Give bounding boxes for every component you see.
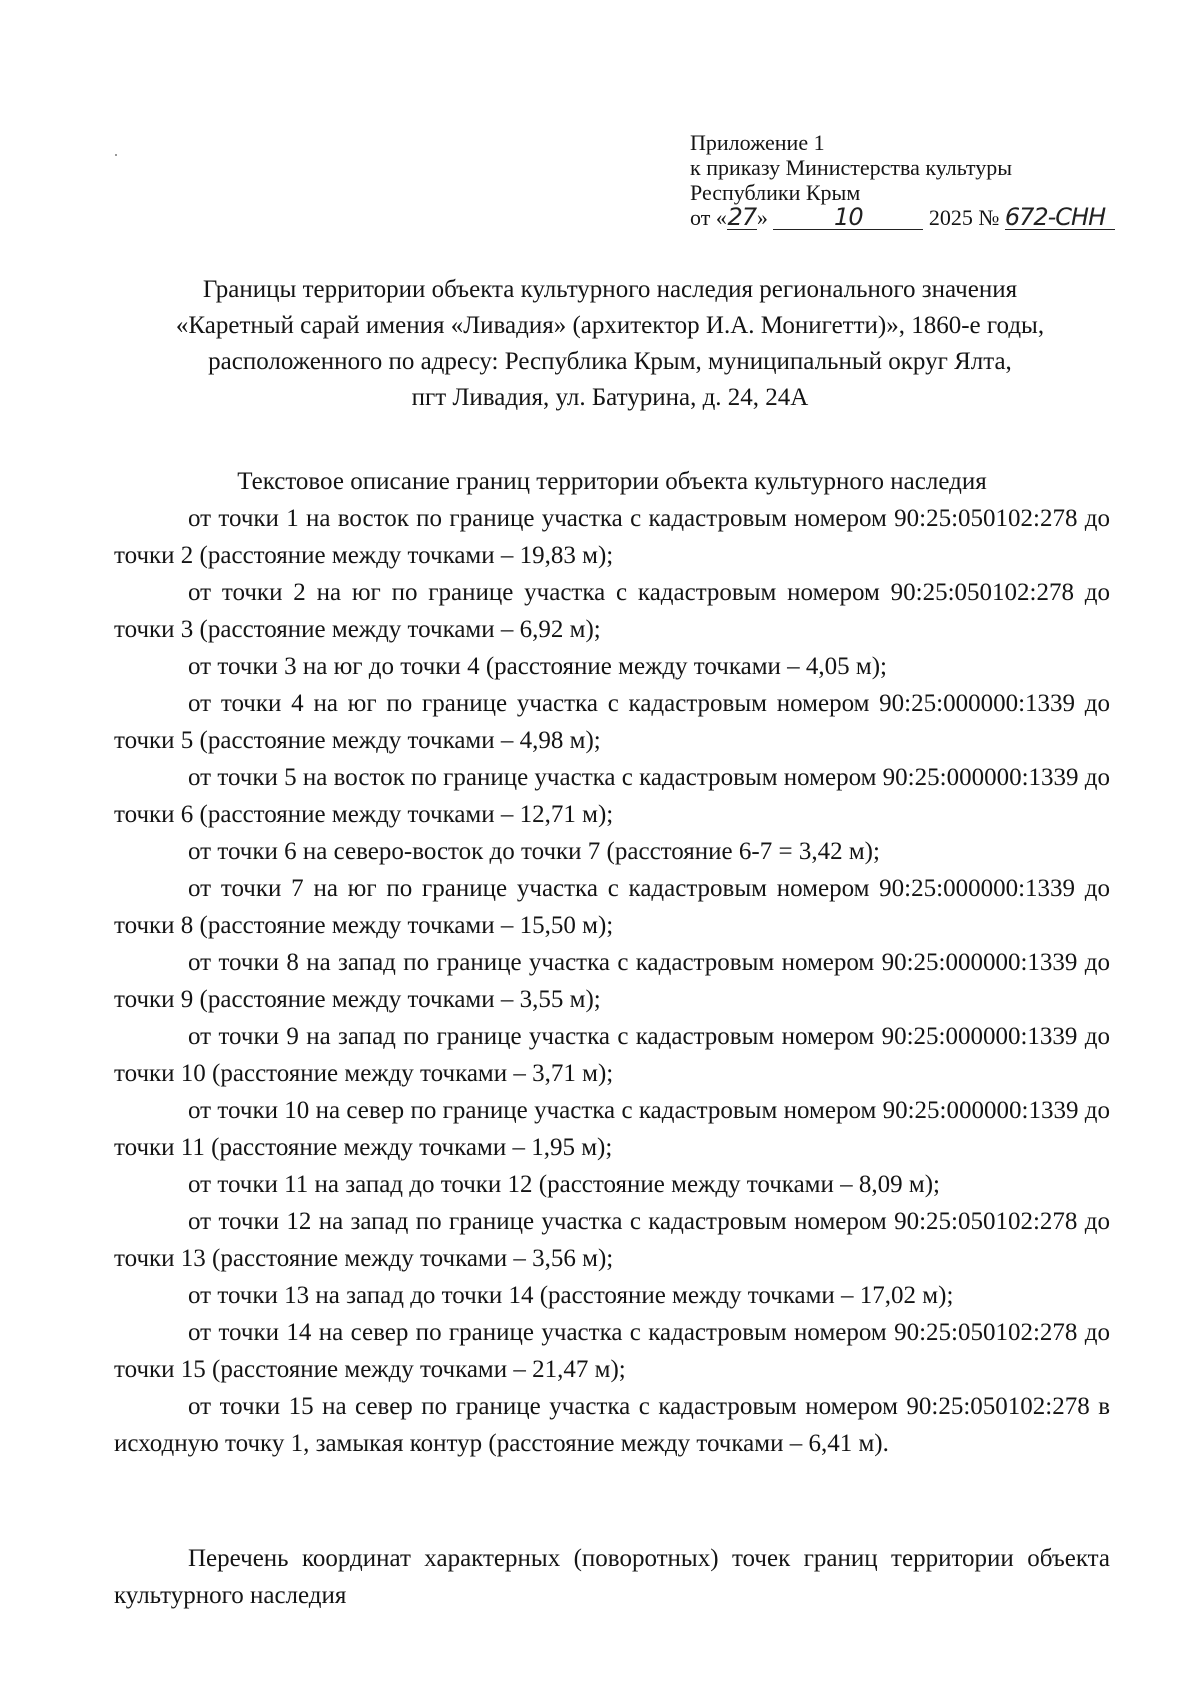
- boundary-item: от точки 8 на запад по границе участка с кадастровым номером 90:25:000000:1339 до точки 9 (расстояние между точками – 3,55 м);: [114, 949, 1110, 1013]
- boundary-item: от точки 11 на запад до точки 12 (расстояние между точками – 8,09 м);: [188, 1171, 940, 1198]
- document-title: [110, 272, 1110, 416]
- date-month-handwritten: 10: [834, 203, 863, 231]
- boundary-item: от точки 14 на север по границе участка с кадастровым номером 90:25:050102:278 до точки 15 (расстояние между точками – 21,47 м);: [114, 1319, 1110, 1383]
- boundary-item: от точки 1 на восток по границе участка с кадастровым номером 90:25:050102:278 до точки 2 (расстояние между точками – 19,83 м);: [114, 505, 1110, 569]
- boundary-description: [114, 463, 1110, 1462]
- boundary-item: от точки 15 на север по границе участка с кадастровым номером 90:25:050102:278 в исходную точку 1, замыкая контур (расстояние между точками – 6,41 м).: [114, 1393, 1110, 1457]
- appendix-label: Приложение 1: [690, 130, 825, 155]
- title-line-2: «Каретный сарай имения «Ливадия» (архитектор И.А. Монигетти)», 1860-е годы,: [175, 312, 1045, 339]
- boundary-item: от точки 12 на запад по границе участка с кадастровым номером 90:25:050102:278 до точки 13 (расстояние между точками – 3,56 м);: [114, 1208, 1110, 1272]
- appendix-date-line: [690, 205, 1150, 230]
- boundary-item: от точки 6 на северо-восток до точки 7 (расстояние 6-7 = 3,42 м);: [188, 838, 880, 865]
- date-prefix: от «: [690, 205, 727, 230]
- title-line-4: пгт Ливадия, ул. Батурина, д. 24, 24А: [411, 384, 809, 411]
- boundary-item: от точки 5 на восток по границе участка с кадастровым номером 90:25:000000:1339 до точки 6 (расстояние между точками – 12,71 м);: [114, 764, 1110, 828]
- date-day-suffix: »: [756, 205, 768, 230]
- appendix-republic: Республики Крым: [690, 180, 861, 205]
- boundary-item: от точки 2 на юг по границе участка с кадастровым номером 90:25:050102:278 до точки 3 (расстояние между точками – 6,92 м);: [114, 579, 1110, 643]
- boundary-item: от точки 7 на юг по границе участка с кадастровым номером 90:25:000000:1339 до точки 8 (расстояние между точками – 15,50 м);: [114, 875, 1110, 939]
- scan-speck: [115, 154, 117, 156]
- date-day-field: [727, 203, 757, 231]
- title-line-3: расположенного по адресу: Республика Крым, муниципальный округ Ялта,: [208, 348, 1012, 375]
- boundary-item: от точки 10 на север по границе участка с кадастровым номером 90:25:000000:1339 до точки 11 (расстояние между точками – 1,95 м);: [114, 1097, 1110, 1161]
- boundary-item: от точки 3 на юг до точки 4 (расстояние между точками – 4,05 м);: [188, 653, 887, 680]
- coordinates-heading: Перечень координат характерных (поворотных) точек границ территории объекта культурного наследия: [114, 1545, 1110, 1609]
- boundary-item: от точки 9 на запад по границе участка с кадастровым номером 90:25:000000:1339 до точки 10 (расстояние между точками – 3,71 м);: [114, 1023, 1110, 1087]
- date-day-handwritten: 27: [727, 203, 757, 231]
- order-number-handwritten: 672-СНН: [1004, 203, 1106, 231]
- appendix-approval-block: [690, 130, 1150, 230]
- date-month-field: [773, 203, 923, 231]
- order-number-field: [1004, 203, 1115, 231]
- title-line-1: Границы территории объекта культурного наследия регионального значения: [202, 276, 1018, 303]
- appendix-order-ref: к приказу Министерства культуры: [690, 155, 1013, 180]
- date-year-label: 2025 №: [928, 205, 1000, 230]
- boundary-item: от точки 13 на запад до точки 14 (расстояние между точками – 17,02 м);: [188, 1282, 954, 1309]
- section-heading: Текстовое описание границ территории объекта культурного наследия: [237, 468, 987, 495]
- boundary-item: от точки 4 на юг по границе участка с кадастровым номером 90:25:000000:1339 до точки 5 (расстояние между точками – 4,98 м);: [114, 690, 1110, 754]
